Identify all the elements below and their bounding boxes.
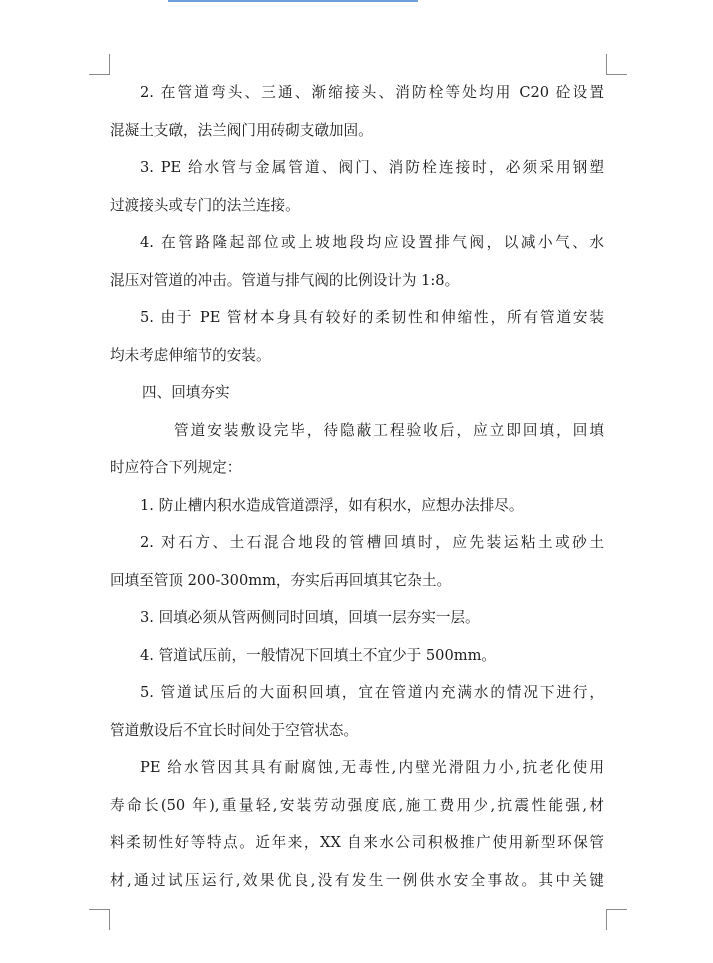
text-line: 均未考虑伸缩节的安装。 — [110, 346, 271, 364]
text-line: 过渡接头或专门的法兰连接。 — [110, 196, 300, 214]
text-line: 5. 管道试压后的大面积回填，宜在管道内充满水的情况下进行， — [140, 684, 604, 701]
text-line: 料柔韧性好等特点。近年来，XX 自来水公司积极推广使用新型环保管 — [110, 834, 604, 851]
text-line: 3. PE 给水管与金属管道、阀门、消防栓连接时，必须采用钢塑 — [140, 159, 604, 176]
margin-mark-top-left — [89, 54, 110, 75]
margin-mark-bottom-left — [89, 909, 110, 930]
text-line: 管道敷设后不宜长时间处于空管状态。 — [110, 721, 359, 739]
text-line: 5. 由于 PE 管材本身具有较好的柔韧性和伸缩性，所有管道安装 — [140, 309, 604, 326]
text-line: 混凝土支礅，法兰阀门用砖砌支礅加固。 — [110, 121, 373, 139]
section-heading: 四、回填夯实 — [142, 384, 230, 401]
margin-mark-top-right — [606, 54, 627, 75]
top-accent-bar — [168, 0, 418, 2]
text-line: 混压对管道的冲击。管道与排气阀的比例设计为 1:8。 — [110, 271, 460, 289]
text-line: 1. 防止槽内积水造成管道漂浮，如有积水，应想办法排尽。 — [140, 496, 524, 514]
document-body — [110, 74, 604, 899]
margin-mark-bottom-right — [606, 909, 627, 930]
text-line: 2. 在管道弯头、三通、渐缩接头、消防栓等处均用 C20 砼设置 — [140, 84, 604, 101]
text-line: 回填至管顶 200-300mm，夯实后再回填其它杂土。 — [110, 571, 452, 589]
text-line: 寿命长(50 年),重量轻,安装劳动强度底,施工费用少,抗震性能强,材 — [110, 796, 604, 814]
text-line: 4. 在管路隆起部位或上坡地段均应设置排气阀，以减小气、水 — [140, 234, 604, 251]
text-line: PE 给水管因其具有耐腐蚀,无毒性,内壁光滑阻力小,抗老化使用 — [140, 759, 604, 776]
text-line: 时应符合下列规定： — [110, 459, 242, 476]
text-line: 4. 管道试压前，一般情况下回填土不宜少于 500mm。 — [140, 646, 497, 664]
text-line: 管道安装敷设完毕，待隐蔽工程验收后，应立即回填，回填 — [174, 421, 604, 439]
text-line: 材,通过试压运行,效果优良,没有发生一例供水安全事故。其中关键 — [110, 871, 604, 889]
text-line: 3. 回填必须从管两侧同时回填，回填一层夯实一层。 — [140, 609, 480, 626]
text-line: 2. 对石方、土石混合地段的管槽回填时，应先装运粘土或砂土 — [140, 534, 604, 551]
